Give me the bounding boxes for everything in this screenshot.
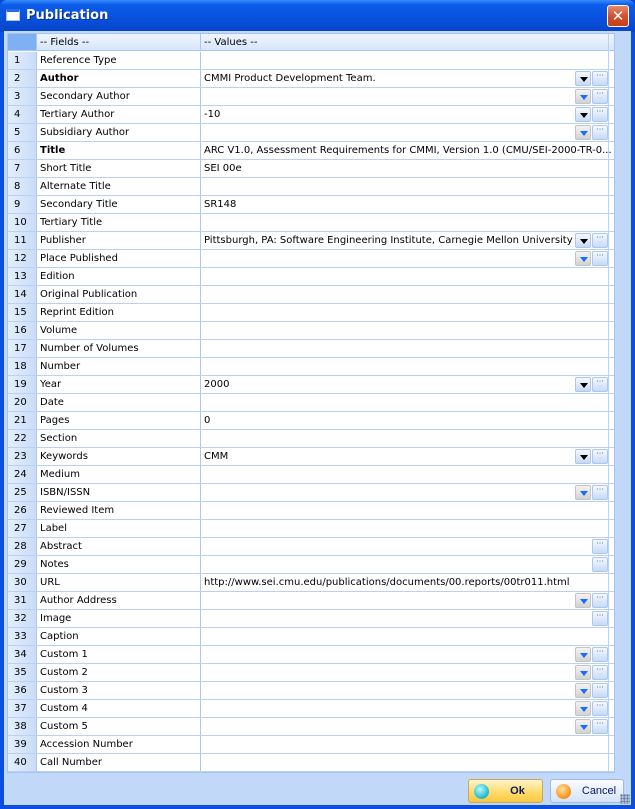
table-row[interactable] xyxy=(8,592,614,610)
dropdown-button[interactable] xyxy=(575,593,591,608)
field-value-cell[interactable] xyxy=(202,268,614,285)
table-row[interactable] xyxy=(8,556,614,574)
field-value-cell[interactable] xyxy=(202,682,614,699)
field-name-cell: Pages xyxy=(38,412,201,429)
table-row[interactable] xyxy=(8,430,614,448)
cancel-label: Cancel xyxy=(581,785,617,797)
field-value-cell[interactable] xyxy=(202,304,614,321)
field-name-cell: Edition xyxy=(38,268,201,285)
row-number[interactable]: 29 xyxy=(8,556,37,573)
table-row[interactable] xyxy=(8,736,614,754)
table-row[interactable] xyxy=(8,268,614,286)
table-row[interactable] xyxy=(8,124,614,142)
dialog-client xyxy=(4,31,631,805)
field-name-cell: Title xyxy=(38,142,201,159)
field-value-cell[interactable] xyxy=(202,502,614,519)
table-row[interactable] xyxy=(8,196,614,214)
row-number[interactable]: 16 xyxy=(8,322,37,339)
dropdown-button[interactable] xyxy=(575,89,591,104)
field-name-cell: Place Published xyxy=(38,250,201,267)
dropdown-button[interactable] xyxy=(575,71,591,86)
field-name-cell: Reviewed Item xyxy=(38,502,201,519)
row-number[interactable]: 28 xyxy=(8,538,37,555)
field-value-cell[interactable]: http://www.sei.cmu.edu/publications/documents/00.reports/00tr011.html xyxy=(204,577,570,588)
field-name-cell: Date xyxy=(38,394,201,411)
table-row[interactable] xyxy=(8,502,614,520)
field-name-cell: Custom 1 xyxy=(38,646,201,663)
table-row[interactable] xyxy=(8,232,614,250)
table-row[interactable] xyxy=(8,106,614,124)
field-name-cell: Number of Volumes xyxy=(38,340,201,357)
field-value-cell[interactable] xyxy=(202,538,614,555)
field-name-cell: Reprint Edition xyxy=(38,304,201,321)
ok-button[interactable] xyxy=(468,779,543,803)
chevron-down-icon xyxy=(580,671,588,676)
chevron-down-icon xyxy=(580,77,588,82)
ok-orb-icon xyxy=(474,784,489,799)
row-number[interactable]: 38 xyxy=(8,718,37,735)
table-row[interactable] xyxy=(8,358,614,376)
dropdown-button[interactable] xyxy=(575,683,591,698)
dropdown-button[interactable] xyxy=(575,719,591,734)
row-number[interactable]: 35 xyxy=(8,664,37,681)
chevron-down-icon xyxy=(580,725,588,730)
table-row[interactable] xyxy=(8,520,614,538)
table-row[interactable] xyxy=(8,340,614,358)
dropdown-button[interactable] xyxy=(575,665,591,680)
field-name-cell: Custom 4 xyxy=(38,700,201,717)
table-row[interactable] xyxy=(8,646,614,664)
field-name-cell: Year xyxy=(38,376,201,393)
ellipsis-button[interactable]: ··· xyxy=(592,233,608,248)
field-value-cell[interactable] xyxy=(202,394,614,411)
field-name-cell: Custom 3 xyxy=(38,682,201,699)
field-name-cell: Secondary Title xyxy=(38,196,201,213)
chevron-down-icon xyxy=(580,653,588,658)
header-fields[interactable]: -- Fields -- xyxy=(38,34,201,50)
field-name-cell: Call Number xyxy=(38,754,201,771)
chevron-down-icon xyxy=(580,491,588,496)
table-row[interactable] xyxy=(8,322,614,340)
field-name-cell: Volume xyxy=(38,322,201,339)
close-button[interactable]: ✕ xyxy=(607,5,629,27)
row-number[interactable]: 40 xyxy=(8,754,37,771)
chevron-down-icon xyxy=(580,599,588,604)
row-number[interactable]: 5 xyxy=(8,124,37,141)
window-icon xyxy=(6,9,20,21)
row-number[interactable]: 24 xyxy=(8,466,37,483)
field-name-cell: Accession Number xyxy=(38,736,201,753)
field-value-cell[interactable] xyxy=(202,754,614,771)
table-row[interactable] xyxy=(8,628,614,646)
row-number[interactable]: 14 xyxy=(8,286,37,303)
field-value-cell[interactable]: SEI 00e xyxy=(204,163,242,174)
field-name-cell: Subsidiary Author xyxy=(38,124,201,141)
field-value-cell[interactable] xyxy=(202,592,614,609)
field-value-cell[interactable] xyxy=(202,664,614,681)
ellipsis-button[interactable]: ··· xyxy=(592,125,608,140)
field-value-cell[interactable] xyxy=(202,718,614,735)
field-value-cell[interactable] xyxy=(202,466,614,483)
chevron-down-icon xyxy=(580,383,588,388)
chevron-down-icon xyxy=(580,113,588,118)
field-value-cell[interactable] xyxy=(202,646,614,663)
field-value-cell[interactable]: Pittsburgh, PA: Software Engineering Institute, Carnegie Mellon University xyxy=(204,235,573,246)
field-name-cell: Custom 2 xyxy=(38,664,201,681)
field-name-cell: Author xyxy=(38,70,201,87)
field-name-cell: Label xyxy=(38,520,201,537)
ellipsis-button[interactable]: ··· xyxy=(592,611,608,626)
dropdown-button[interactable] xyxy=(575,233,591,248)
table-row[interactable] xyxy=(8,610,614,628)
ellipsis-button[interactable]: ··· xyxy=(592,107,608,122)
ellipsis-button[interactable]: ··· xyxy=(592,449,608,464)
dropdown-button[interactable] xyxy=(575,647,591,662)
row-number[interactable]: 13 xyxy=(8,268,37,285)
ok-label: Ok xyxy=(510,785,525,797)
table-row[interactable] xyxy=(8,376,614,394)
table-row[interactable] xyxy=(8,574,614,592)
field-name-cell: Medium xyxy=(38,466,201,483)
dropdown-button[interactable] xyxy=(575,449,591,464)
row-number[interactable]: 15 xyxy=(8,304,37,321)
ellipsis-button[interactable]: ··· xyxy=(592,89,608,104)
title-bar[interactable] xyxy=(0,0,635,32)
grid-header-row xyxy=(8,34,614,51)
dropdown-button[interactable] xyxy=(575,485,591,500)
chevron-down-icon xyxy=(580,239,588,244)
field-name-cell: Secondary Author xyxy=(38,88,201,105)
field-value-cell[interactable] xyxy=(202,556,614,573)
cancel-orb-icon xyxy=(556,784,571,799)
row-number[interactable]: 37 xyxy=(8,700,37,717)
row-number[interactable]: 3 xyxy=(8,88,37,105)
row-number[interactable]: 12 xyxy=(8,250,37,267)
field-value-cell[interactable] xyxy=(202,250,614,267)
field-value-cell[interactable] xyxy=(202,322,614,339)
field-name-cell: URL xyxy=(38,574,201,591)
ellipsis-button[interactable]: ··· xyxy=(592,557,608,572)
field-name-cell: Number xyxy=(38,358,201,375)
chevron-down-icon xyxy=(580,131,588,136)
row-number[interactable]: 7 xyxy=(8,160,37,177)
row-number[interactable]: 34 xyxy=(8,646,37,663)
row-number[interactable]: 25 xyxy=(8,484,37,501)
header-corner[interactable] xyxy=(8,34,37,50)
row-number[interactable]: 23 xyxy=(8,448,37,465)
table-row[interactable] xyxy=(8,178,614,196)
table-row[interactable] xyxy=(8,70,614,88)
ellipsis-button[interactable]: ··· xyxy=(592,683,608,698)
ellipsis-button[interactable]: ··· xyxy=(592,377,608,392)
dropdown-button[interactable] xyxy=(575,377,591,392)
field-value-cell[interactable] xyxy=(202,52,614,69)
table-row[interactable] xyxy=(8,160,614,178)
field-name-cell: ISBN/ISSN xyxy=(38,484,201,501)
row-number[interactable]: 2 xyxy=(8,70,37,87)
row-number[interactable]: 26 xyxy=(8,502,37,519)
ellipsis-button[interactable]: ··· xyxy=(592,251,608,266)
row-number[interactable]: 27 xyxy=(8,520,37,537)
field-name-cell: Publisher xyxy=(38,232,201,249)
field-value-cell[interactable]: ARC V1.0, Assessment Requirements for CMMI, Version 1.0 (CMU/SEI-2000-TR-0... xyxy=(204,145,612,156)
field-value-cell[interactable] xyxy=(202,484,614,501)
chevron-down-icon xyxy=(580,689,588,694)
field-value-cell[interactable] xyxy=(202,88,614,105)
table-row[interactable] xyxy=(8,52,614,70)
field-name-cell: Keywords xyxy=(38,448,201,465)
ellipsis-button[interactable]: ··· xyxy=(592,71,608,86)
field-name-cell: Reference Type xyxy=(38,52,201,69)
dropdown-button[interactable] xyxy=(575,701,591,716)
cancel-button[interactable] xyxy=(550,779,624,803)
dropdown-button[interactable] xyxy=(575,251,591,266)
table-row[interactable] xyxy=(8,664,614,682)
ellipsis-button[interactable]: ··· xyxy=(592,485,608,500)
row-number[interactable]: 8 xyxy=(8,178,37,195)
row-number[interactable]: 39 xyxy=(8,736,37,753)
field-value-cell[interactable]: 2000 xyxy=(204,379,230,390)
table-row[interactable] xyxy=(8,304,614,322)
table-row[interactable] xyxy=(8,538,614,556)
field-value-cell[interactable] xyxy=(202,178,614,195)
header-values[interactable]: -- Values -- xyxy=(204,37,258,48)
ellipsis-button[interactable]: ··· xyxy=(592,665,608,680)
field-name-cell: Custom 5 xyxy=(38,718,201,735)
field-name-cell: Original Publication xyxy=(38,286,201,303)
table-row[interactable] xyxy=(8,448,614,466)
field-value-cell[interactable] xyxy=(202,340,614,357)
row-number[interactable]: 9 xyxy=(8,196,37,213)
row-number[interactable]: 36 xyxy=(8,682,37,699)
table-row[interactable] xyxy=(8,142,614,160)
table-row[interactable] xyxy=(8,718,614,736)
ellipsis-button[interactable]: ··· xyxy=(592,719,608,734)
row-number[interactable]: 17 xyxy=(8,340,37,357)
field-name-cell: Caption xyxy=(38,628,201,645)
table-row[interactable] xyxy=(8,250,614,268)
table-row[interactable] xyxy=(8,88,614,106)
field-value-cell[interactable] xyxy=(202,700,614,717)
ellipsis-button[interactable]: ··· xyxy=(592,701,608,716)
field-name-cell: Section xyxy=(38,430,201,447)
field-value-cell[interactable] xyxy=(202,286,614,303)
row-number[interactable]: 6 xyxy=(8,142,37,159)
field-value-cell[interactable]: CMMI Product Development Team. xyxy=(204,73,376,84)
field-value-cell[interactable]: 0 xyxy=(204,415,211,426)
chevron-down-icon xyxy=(580,707,588,712)
table-row[interactable] xyxy=(8,700,614,718)
row-number[interactable]: 18 xyxy=(8,358,37,375)
row-number[interactable]: 32 xyxy=(8,610,37,627)
resize-grip-icon[interactable] xyxy=(620,794,630,804)
field-name-cell: Tertiary Title xyxy=(38,214,201,231)
field-value-cell[interactable]: CMM xyxy=(204,451,229,462)
field-value-cell[interactable] xyxy=(202,358,614,375)
field-value-cell[interactable] xyxy=(202,430,614,447)
ellipsis-button[interactable]: ··· xyxy=(592,539,608,554)
table-row[interactable] xyxy=(8,682,614,700)
table-row[interactable] xyxy=(8,484,614,502)
row-number[interactable]: 11 xyxy=(8,232,37,249)
field-name-cell: Short Title xyxy=(38,160,201,177)
field-name-cell: Abstract xyxy=(38,538,201,555)
ellipsis-button[interactable]: ··· xyxy=(592,593,608,608)
table-row[interactable] xyxy=(8,754,614,772)
table-row[interactable] xyxy=(8,412,614,430)
dropdown-button[interactable] xyxy=(575,107,591,122)
row-number[interactable]: 4 xyxy=(8,106,37,123)
table-row[interactable] xyxy=(8,286,614,304)
row-number[interactable]: 1 xyxy=(8,52,37,69)
table-row[interactable] xyxy=(8,214,614,232)
window-title: Publication xyxy=(26,8,109,23)
field-name-cell: Notes xyxy=(38,556,201,573)
field-value-cell[interactable] xyxy=(202,628,614,645)
fields-grid xyxy=(7,33,615,773)
row-number[interactable]: 21 xyxy=(8,412,37,429)
field-value-cell[interactable] xyxy=(202,214,614,231)
field-name-cell: Alternate Title xyxy=(38,178,201,195)
field-value-cell[interactable]: -10 xyxy=(204,109,221,120)
field-value-cell[interactable] xyxy=(202,736,614,753)
row-number[interactable]: 10 xyxy=(8,214,37,231)
dropdown-button[interactable] xyxy=(575,125,591,140)
field-value-cell[interactable] xyxy=(202,610,614,627)
row-number[interactable]: 33 xyxy=(8,628,37,645)
ellipsis-button[interactable]: ··· xyxy=(592,647,608,662)
row-number[interactable]: 30 xyxy=(8,574,37,591)
table-row[interactable] xyxy=(8,466,614,484)
chevron-down-icon xyxy=(580,95,588,100)
row-number[interactable]: 22 xyxy=(8,430,37,447)
row-number[interactable]: 20 xyxy=(8,394,37,411)
row-number[interactable]: 31 xyxy=(8,592,37,609)
row-number[interactable]: 19 xyxy=(8,376,37,393)
field-name-cell: Tertiary Author xyxy=(38,106,201,123)
chevron-down-icon xyxy=(580,257,588,262)
field-value-cell[interactable]: SR148 xyxy=(204,199,237,210)
table-row[interactable] xyxy=(8,394,614,412)
field-value-cell[interactable] xyxy=(202,124,614,141)
chevron-down-icon xyxy=(580,455,588,460)
field-name-cell: Image xyxy=(38,610,201,627)
field-value-cell[interactable] xyxy=(202,520,614,537)
field-name-cell: Author Address xyxy=(38,592,201,609)
